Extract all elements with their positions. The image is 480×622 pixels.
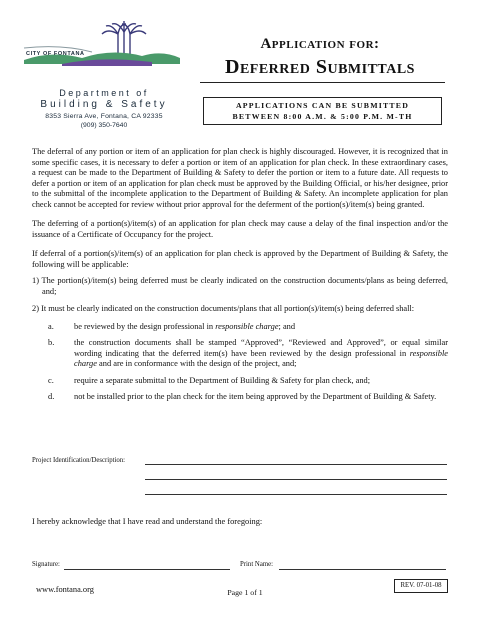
acknowledgement-text: I hereby acknowledge that I have read and understand the foregoing: xyxy=(32,517,263,526)
submission-hours-box xyxy=(203,97,442,125)
sub-item-b: b. the construction documents shall be stamped “Approved”, “Reviewed and Approved”, or equal similar wording indicating that the deferred item(s) have been reviewed by the design professional in responsible charge and are in conformance with the design of the project, and; xyxy=(48,338,448,368)
print-name-field[interactable] xyxy=(279,569,446,570)
revision-badge: REV. 07-01-08 xyxy=(394,579,448,593)
title-divider xyxy=(200,82,445,83)
list-item-2: 2) It must be clearly indicated on the construction documents/plans that all portion(s)/item(s) being deferred shall: xyxy=(32,304,415,313)
list-item-1: 1) The portion(s)/item(s) being deferred must be clearly indicated on the construction documents/plans as being deferred, and; xyxy=(32,276,448,296)
project-description-label: Project Identification/Description: xyxy=(32,457,126,464)
sub-item-d: d. not be installed prior to the plan check for the item being approved by the Department of Building & Safety. xyxy=(48,392,437,401)
page-number: Page 1 of 1 xyxy=(227,588,263,597)
city-logo-text: CITY OF FONTANA xyxy=(26,51,85,57)
project-description-line-3[interactable] xyxy=(145,494,447,495)
submission-hours-line1: APPLICATIONS CAN BE SUBMITTED xyxy=(235,101,410,110)
print-name-label: Print Name: xyxy=(240,561,274,568)
submission-hours-line2: BETWEEN 8:00 A.M. & 5:00 P.M. M-TH xyxy=(232,112,413,121)
sub-item-letter: a. xyxy=(48,321,54,331)
sub-item-c: c. require a separate submittal to the Department of Building & Safety for plan check, and; xyxy=(48,375,371,385)
department-line1: Department of xyxy=(59,88,149,98)
page-title-line2: Deferred Submittals xyxy=(225,56,415,78)
paragraph-applicable: If deferral of a portion(s)/item(s) of an application for plan check is approved by the Department of Building & Safety, the following will be applicable: xyxy=(32,249,448,269)
website-link[interactable]: www.fontana.org xyxy=(36,585,94,594)
paragraph-delay: The deferring of a portion(s)/item(s) of an application for plan check may cause a delay of the final inspection and/or the issuance of a Certificate of Occupancy for the project. xyxy=(32,219,448,239)
requirements-list xyxy=(32,276,448,403)
city-logo xyxy=(22,20,182,80)
project-description-line-2[interactable] xyxy=(145,479,447,480)
policy-text xyxy=(32,147,448,409)
page-title-line1: Application for: xyxy=(260,36,380,52)
sub-item-letter: d. xyxy=(48,392,55,401)
department-line2: Building & Safety xyxy=(40,99,168,110)
sub-item-a: a. be reviewed by the design professional in responsible charge; and xyxy=(48,321,296,331)
project-description-line-1[interactable] xyxy=(145,464,447,465)
signature-label: Signature: xyxy=(32,561,60,568)
sub-item-letter: b. xyxy=(48,338,55,347)
department-phone: (909) 350-7640 xyxy=(80,122,128,129)
sub-item-letter: c. xyxy=(48,375,54,385)
department-address: 8353 Sierra Ave, Fontana, CA 92335 xyxy=(45,113,163,120)
paragraph-discouraged: The deferral of any portion or item of an application for plan check is highly discouraged. However, it is recognized that in some specific cases, it is necessary to defer a portion or item of an application for plan check. In these extraordinary cases, a request can be made to the Department of Building & Safety to defer the portion or item to a future date. All requests to defer a portion or item of an application for plan check must be approved by the Building Official, or his/her designee, prior to the submittal of the incomplete application to the Department of Building & Safety. An incomplete application for plan check cannot be accepted for review without prior approval for the deferment of the portion(s)/item(s) being granted. xyxy=(32,147,448,209)
department-block xyxy=(24,88,184,129)
signature-field[interactable] xyxy=(64,569,230,570)
